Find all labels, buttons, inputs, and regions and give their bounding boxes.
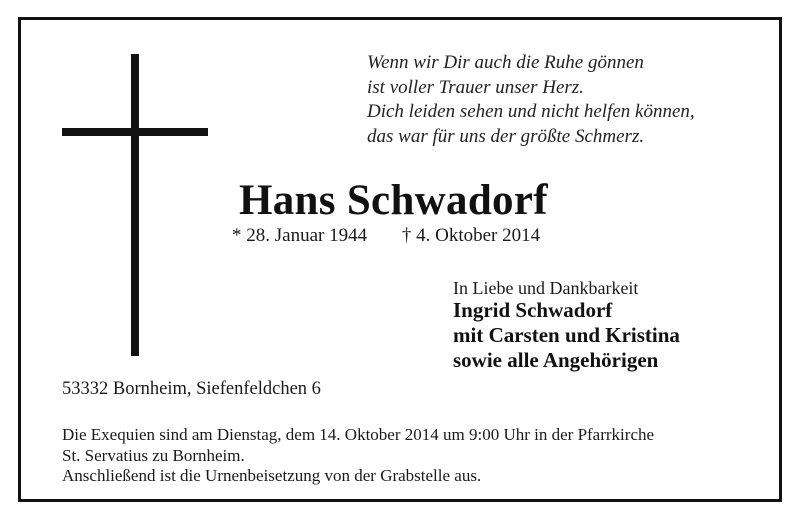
funeral-notice-line: Die Exequien sind am Dienstag, dem 14. Oktober 2014 um 9:00 Uhr in der Pfarrkirche — [62, 425, 655, 444]
obituary-content — [21, 20, 779, 499]
mourner-line: Ingrid Schwadorf — [453, 298, 613, 322]
funeral-notice-line: St. Servatius zu Bornheim. — [62, 445, 245, 465]
poem-line: Dich leiden sehen und nicht helfen können, — [367, 101, 695, 122]
funeral-notice — [62, 425, 654, 487]
mourners-list — [453, 298, 680, 373]
mourners-intro: In Liebe und Dankbarkeit — [453, 278, 639, 298]
poem-line: ist voller Trauer unser Herz. — [367, 76, 584, 98]
mourner-line: mit Carsten und Kristina — [453, 323, 680, 347]
deceased-name: Hans Schwadorf — [239, 177, 548, 224]
memorial-poem — [367, 51, 695, 149]
obituary-frame — [18, 17, 782, 502]
family-address: 53332 Bornheim, Siefenfeldchen 6 — [62, 379, 321, 399]
poem-line: das war für uns der größte Schmerz. — [367, 125, 645, 147]
life-dates — [232, 225, 540, 247]
cross-icon — [131, 54, 139, 356]
cross-icon-crossbar — [62, 128, 208, 136]
funeral-notice-line: Anschließend ist die Urnenbeisetzung von der Grabstelle aus. — [62, 466, 482, 485]
birth-date: * 28. Januar 1944 — [232, 225, 368, 246]
poem-line: Wenn wir Dir auch die Ruhe gönnen — [367, 52, 644, 73]
mourner-line: sowie alle Angehörigen — [453, 348, 659, 372]
death-date: † 4. Oktober 2014 — [401, 225, 541, 246]
